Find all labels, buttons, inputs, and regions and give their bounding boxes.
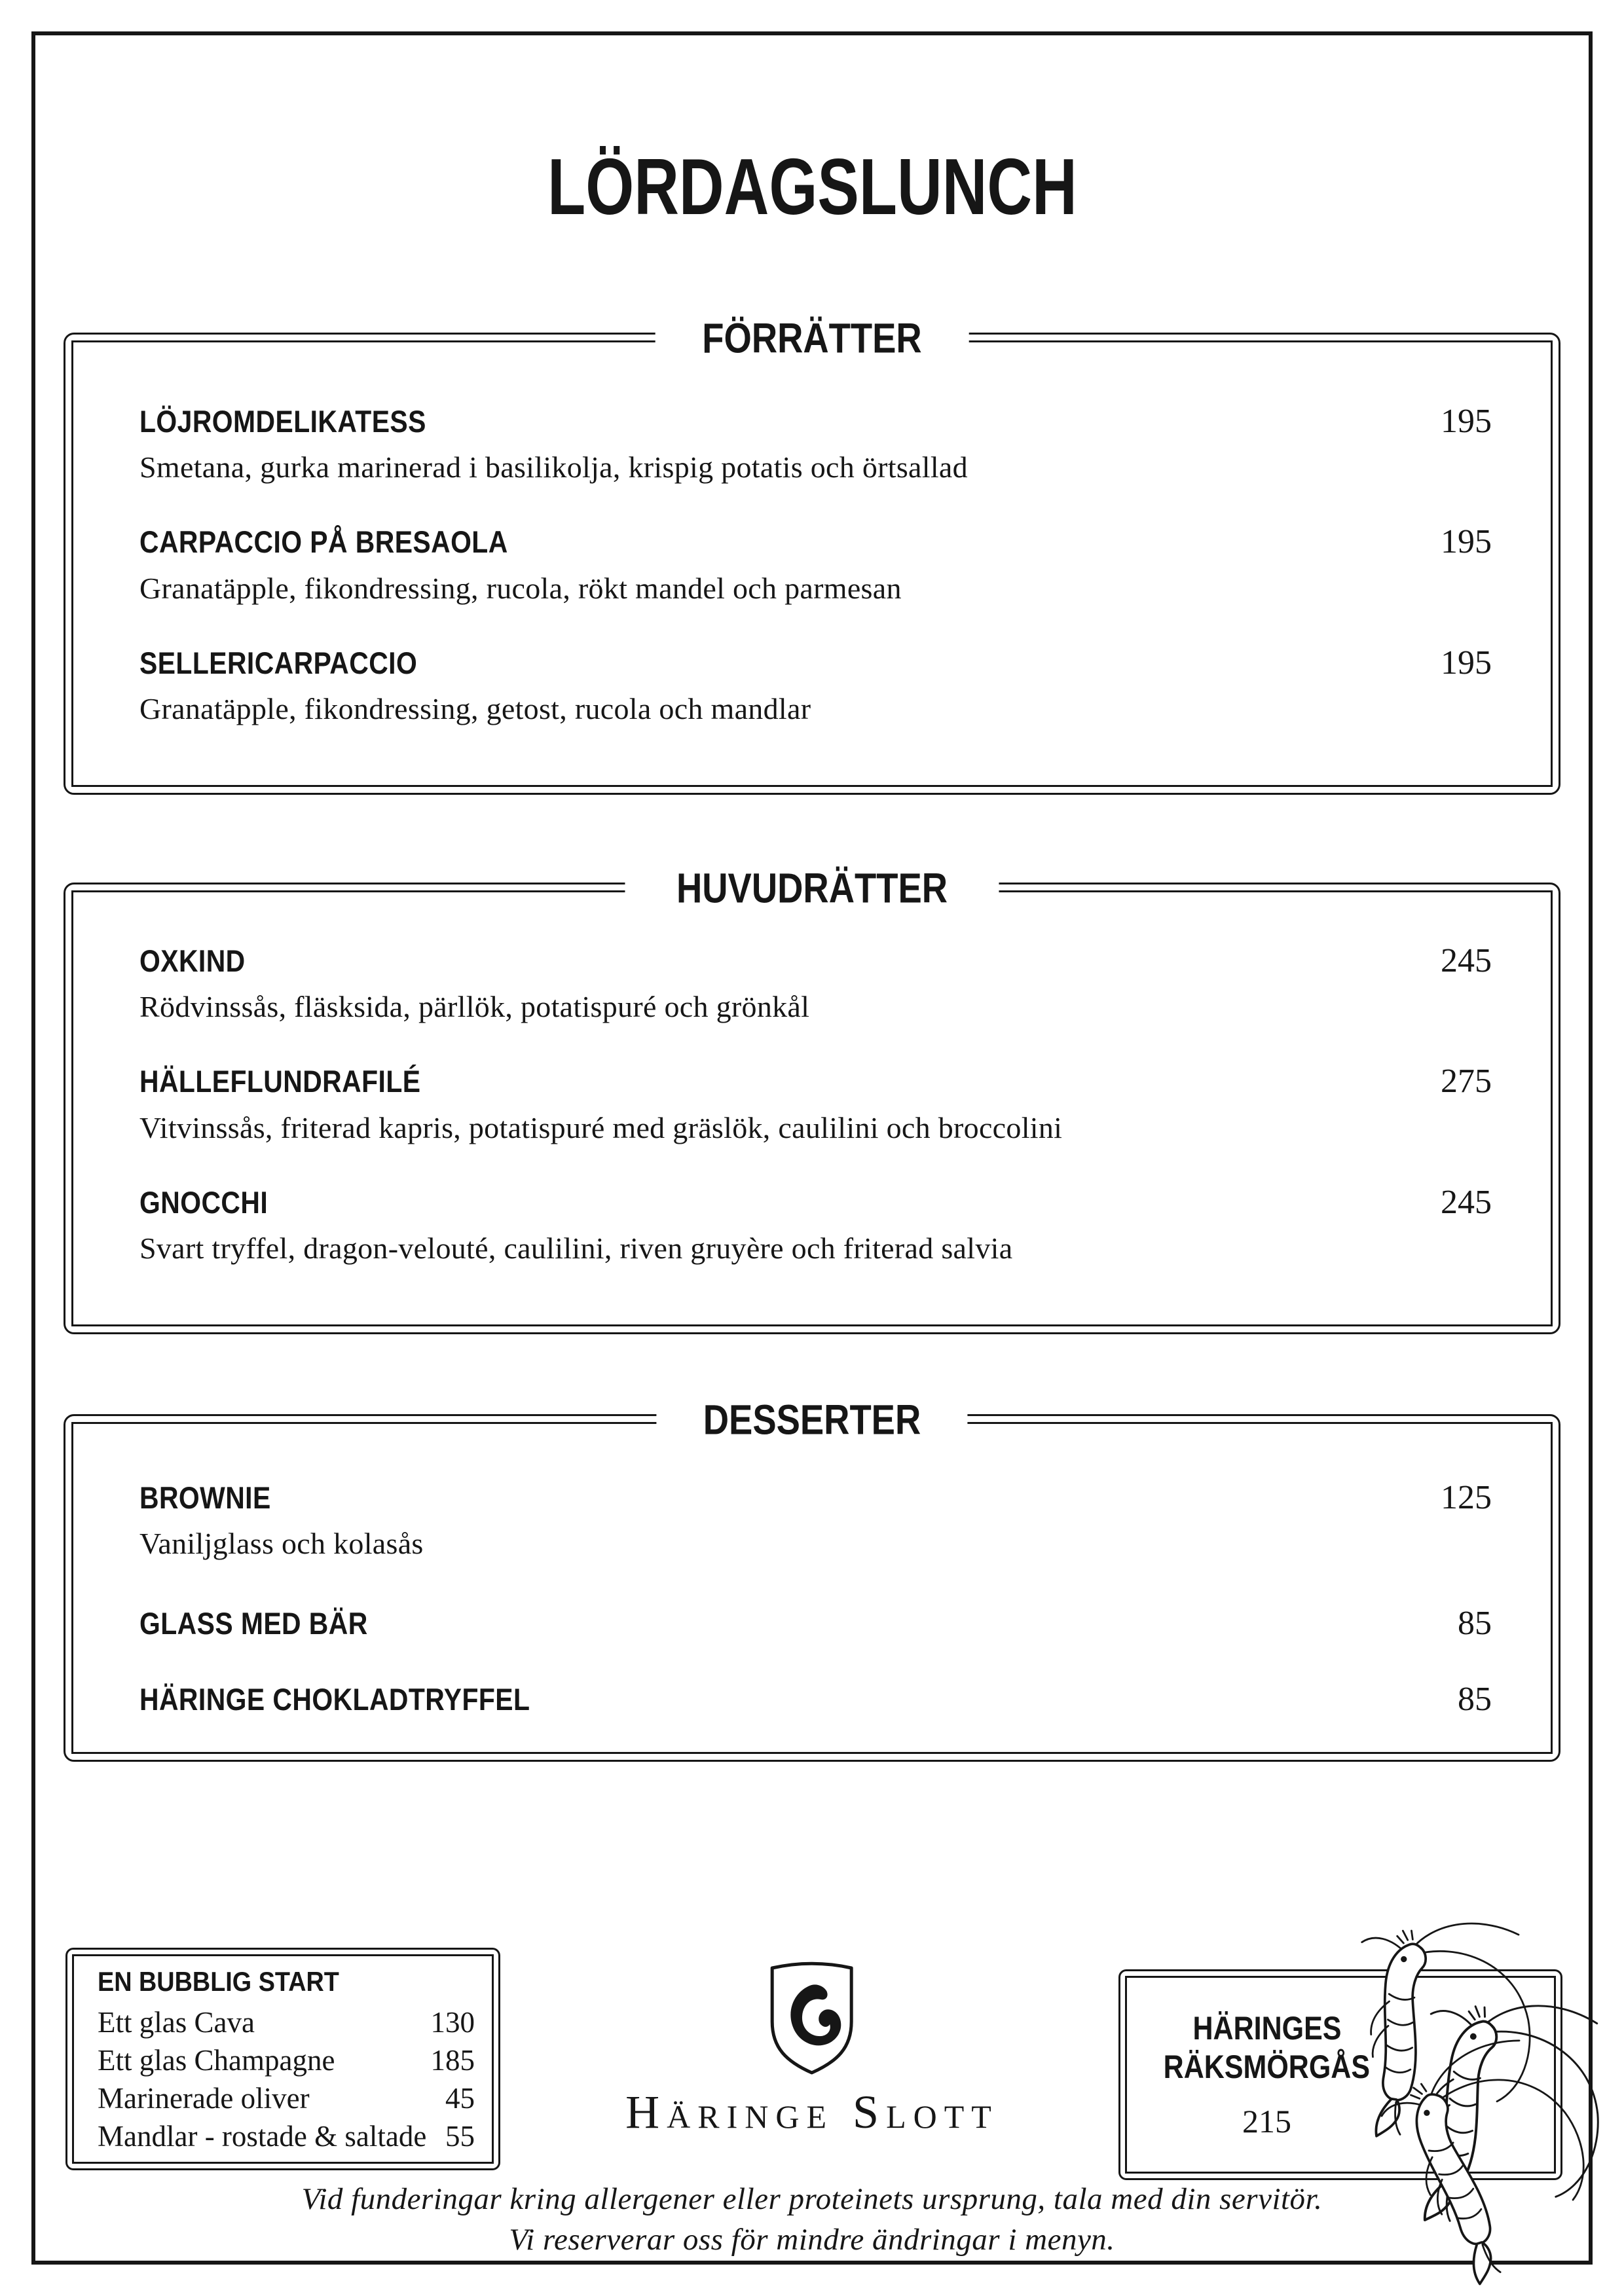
menu-item xyxy=(139,403,1492,485)
bubbly-item-name: Mandlar - rostade & saltade xyxy=(98,2120,427,2153)
item-name: HÄLLEFLUNDRAFILÉ xyxy=(139,1064,421,1099)
section-mains-content xyxy=(73,892,1551,1324)
bubbly-title: EN BUBBLIG START xyxy=(98,1966,339,1997)
menu-item xyxy=(139,1479,1492,1561)
bubbly-item-price: 130 xyxy=(430,2006,475,2039)
item-name: OXKIND xyxy=(139,943,246,978)
menu-item xyxy=(139,1605,1492,1642)
bubbly-item-name: Ett glas Cava xyxy=(98,2006,255,2039)
section-starters-title: FÖRRÄTTER xyxy=(655,312,969,364)
item-description: Vaniljglass och kolasås xyxy=(139,1527,424,1561)
item-name: GLASS MED BÄR xyxy=(139,1606,368,1641)
bubbly-item xyxy=(98,2003,475,2041)
footer-changes-note: Vi reserverar oss för mindre ändringar i menyn. xyxy=(509,2223,1115,2257)
item-price: 125 xyxy=(1441,1479,1492,1516)
bubbly-item-name: Marinerade oliver xyxy=(98,2082,310,2115)
menu-item xyxy=(139,644,1492,727)
section-mains-title: HUVUDRÄTTER xyxy=(625,862,999,914)
page-title xyxy=(0,142,1624,231)
section-desserts xyxy=(64,1396,1560,1762)
item-price: 85 xyxy=(1458,1605,1492,1643)
item-price: 245 xyxy=(1441,942,1492,979)
item-name: BROWNIE xyxy=(139,1480,271,1515)
bubbly-item-price: 185 xyxy=(430,2044,475,2077)
menu-item xyxy=(139,1681,1492,1718)
bubbly-item xyxy=(98,2041,475,2079)
bubbly-item xyxy=(98,2079,475,2117)
item-name: SELLERICARPACCIO xyxy=(139,645,418,680)
item-description: Granatäpple, fikondressing, getost, rucola och mandlar xyxy=(139,691,811,725)
item-description: Granatäpple, fikondressing, rucola, rökt mandel och parmesan xyxy=(139,571,902,605)
item-price: 275 xyxy=(1441,1063,1492,1101)
item-name: CARPACCIO PÅ BRESAOLA xyxy=(139,524,508,560)
menu-item xyxy=(139,523,1492,606)
item-name: HÄRINGE CHOKLADTRYFFEL xyxy=(139,1681,530,1717)
section-desserts-title: DESSERTER xyxy=(656,1394,967,1446)
page-title-text: LÖRDAGSLUNCH xyxy=(547,142,1077,231)
item-price: 195 xyxy=(1441,523,1492,561)
bubbly-item-price: 55 xyxy=(445,2120,475,2153)
section-starters-content xyxy=(73,342,1551,785)
section-mains xyxy=(64,864,1560,1334)
item-description: Vitvinssås, friterad kapris, potatispuré med gräslök, caulilini och broccolini xyxy=(139,1110,1063,1144)
item-description: Svart tryffel, dragon-velouté, caulilini, riven gruyère och friterad salvia xyxy=(139,1231,1013,1265)
item-price: 245 xyxy=(1441,1183,1492,1221)
item-description: Smetana, gurka marinerad i basilikolja, krispig potatis och örtsallad xyxy=(139,450,968,484)
bubbly-content xyxy=(74,1956,492,2162)
item-price: 195 xyxy=(1441,644,1492,682)
special-title: HÄRINGES RÄKSMÖRGÅS xyxy=(1163,2010,1371,2085)
restaurant-logo xyxy=(625,1959,999,2136)
footer-allergy-note: Vid funderingar kring allergener eller proteinets ursprung, tala med din servitör. xyxy=(301,2182,1323,2216)
bubbly-item-name: Ett glas Champagne xyxy=(98,2044,335,2077)
section-starters xyxy=(64,314,1560,795)
logo-wordmark: Häringe Slott xyxy=(625,2086,999,2138)
item-description: Rödvinssås, fläsksida, pärllök, potatispuré och grönkål xyxy=(139,990,810,1024)
menu-item xyxy=(139,1063,1492,1145)
section-desserts-content xyxy=(73,1424,1551,1752)
shield-horn-icon xyxy=(767,1959,856,2075)
shrimp-illustration xyxy=(1333,1879,1595,2246)
special-price: 215 xyxy=(1242,2103,1291,2140)
item-price: 195 xyxy=(1441,403,1492,440)
item-price: 85 xyxy=(1458,1680,1492,1718)
bubbly-start-box xyxy=(65,1948,500,2170)
item-name: GNOCCHI xyxy=(139,1184,268,1220)
menu-item xyxy=(139,1184,1492,1266)
bubbly-item-price: 45 xyxy=(445,2082,475,2115)
item-name: LÖJROMDELIKATESS xyxy=(139,404,426,439)
bubbly-item xyxy=(98,2117,475,2155)
menu-item xyxy=(139,942,1492,1025)
